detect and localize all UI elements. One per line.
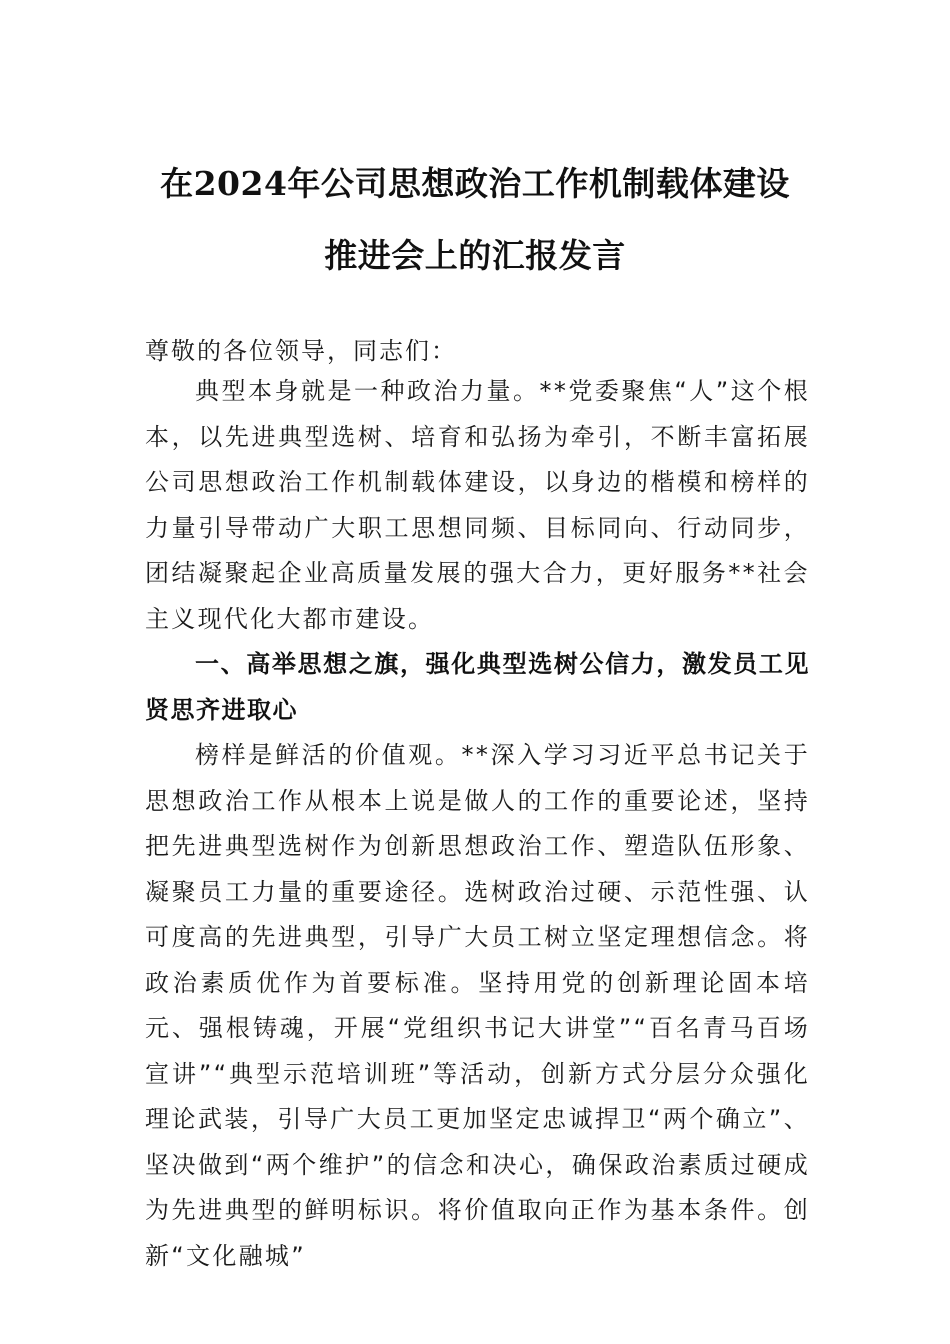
section-heading-1: 一、高举思想之旗，强化典型选树公信力，激发员工见贤思齐进取心 [145, 650, 810, 724]
salutation: 尊敬的各位领导，同志们： [145, 337, 457, 365]
paragraph-section-1: 榜样是鲜活的价值观。**深入学习习近平总书记关于思想政治工作从根本上说是做人的工作的重要论述，坚持把先进典型选树作为创新思想政治工作、塑造队伍形象、凝聚员工力量的重要途径。选树政治过硬、示范性强、认可度高的先进典型，引导广大员工树立坚定理想信念。将政治素质优作为首要标准。坚持用党的创新理论固本培元、强根铸魂，开展“党组织书记大讲堂”“百名青马百场宣讲”“典型示范培训班”等活动，创新方式分层分众强化理论武装，引导广大员工更加坚定忠诚捍卫“两个确立”、坚决做到“两个维护”的信念和决心，确保政治素质过硬成为先进典型的鲜明标识。将价值取向正作为基本条件。创新“文化融城” [145, 741, 810, 1270]
document-title-line-2: 推进会上的汇报发言 [324, 236, 626, 275]
paragraph-intro: 典型本身就是一种政治力量。**党委聚焦“人”这个根本，以先进典型选树、培育和弘扬为牵引，不断丰富拓展公司思想政治工作机制载体建设，以身边的楷模和榜样的力量引导带动广大职工思想同频、目标同向、行动同步，团结凝聚起企业高质量发展的强大合力，更好服务**社会主义现代化大都市建设。 [145, 377, 810, 633]
document-title-line-1: 在2024年公司思想政治工作机制载体建设 [160, 164, 790, 203]
